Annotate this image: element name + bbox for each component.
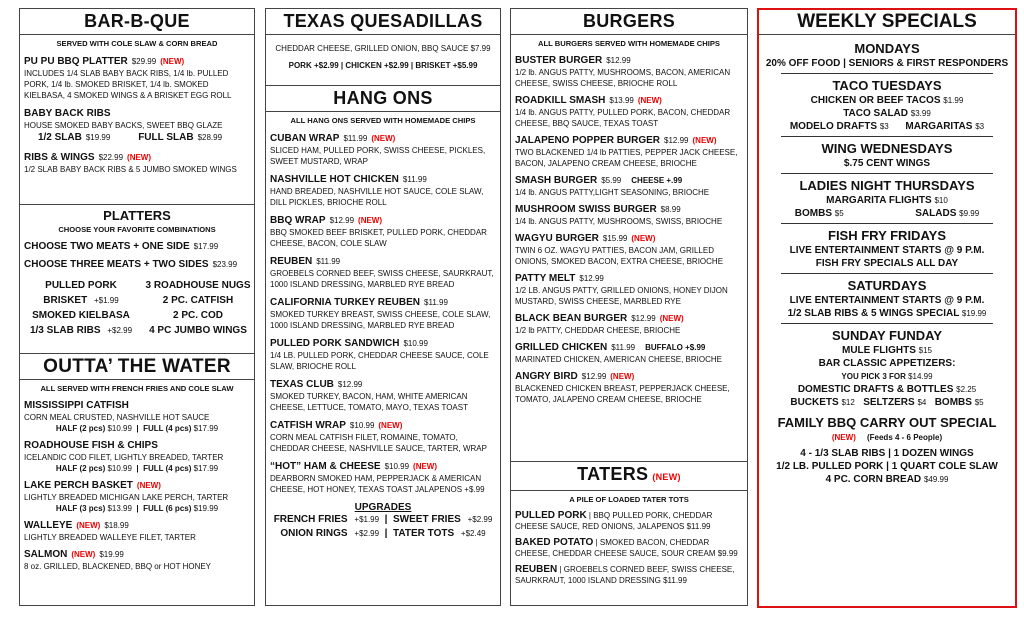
menu-item: CALIFORNIA TURKEY REUBEN $11.99 SMOKED TURKEY BREAST, SWISS CHEESE, COLE SLAW, 1000 ISLAND DRESSING, MARBLED RYE BREAD — [270, 297, 491, 330]
menu-item: PULLED PORK | BBQ PULLED PORK, CHEDDAR CHEESE SAUCE, RED ONIONS, JALAPENOS $11.99 — [515, 510, 713, 531]
menu-item: BABY BACK RIBS HOUSE SMOKED BABY BACKS, SWEET BBQ GLAZE 1/2 SLAB $19.99 FULL SLAB $28.99 — [24, 108, 223, 143]
menu-item: PULLED PORK SANDWICH $10.99 1/4 LB. PULLED PORK, CHEDDAR CHEESE SAUCE, COLE SLAW, BRIOCHE ROLL — [270, 338, 489, 371]
water-subtitle: ALL SERVED WITH FRENCH FRIES AND COLE SLAW — [40, 384, 234, 393]
menu-item: REUBEN | GROEBELS CORNED BEEF, SWISS CHEESE, SAURKRAUT, 1000 ISLAND DRESSING $11.99 — [515, 564, 735, 585]
upgrades-title: UPGRADES — [354, 502, 412, 513]
taters-list — [511, 510, 747, 586]
hangons-list — [266, 132, 500, 495]
menu-item: GRILLED CHICKEN $11.99 BUFFALO +$.99 MARINATED CHICKEN, AMERICAN CHEESE, BRIOCHE — [515, 342, 722, 364]
taters-title: TATERS — [577, 464, 649, 484]
burgers-title: BURGERS — [511, 9, 747, 35]
burgers-section — [510, 8, 748, 462]
burgers-list — [511, 54, 747, 405]
menu-item: RIBS & WINGS $22.99 (NEW) 1/2 SLAB BABY BACK RIBS & 5 JUMBO SMOKED WINGS — [24, 152, 237, 174]
quesadilla-title: TEXAS QUESADILLAS — [266, 9, 500, 35]
menu-item: WALLEYE (NEW) $18.99 LIGHTLY BREADED WALLEYE FILET, TARTER — [24, 520, 196, 542]
menu-item: REUBEN $11.99 GROEBELS CORNED BEEF, SWISS CHEESE, SAURKRAUT, 1000 ISLAND DRESSING, MARBLED RYE BREAD — [270, 256, 494, 289]
bbq-subtitle: SERVED WITH COLE SLAW & CORN BREAD — [56, 39, 218, 48]
column-bbq — [19, 8, 255, 606]
menu-item: TEXAS CLUB $12.99 SMOKED TURKEY, BACON, HAM, WHITE AMERICAN CHEESE, LETTUCE, TOMATO, MAYO, TEXAS TOAST — [270, 379, 468, 412]
menu-item: BLACK BEAN BURGER $12.99 (NEW) 1/2 lb PATTY, CHEDDAR CHEESE, BRIOCHE — [515, 313, 684, 335]
menu-item: NASHVILLE HOT CHICKEN $11.99 HAND BREADED, NASHVILLE HOT SAUCE, COLE SLAW, DILL PICKLES, BRIOCHE ROLL — [270, 174, 484, 207]
menu-item: BBQ WRAP $12.99 (NEW) BBQ SMOKED BEEF BRISKET, PULLED PORK, CHEDDAR CHEESE, BACON, COLE SLAW — [270, 215, 487, 248]
menu-item: MUSHROOM SWISS BURGER $8.99 1/4 lb. ANGUS PATTY, MUSHROOMS, SWISS, BRIOCHE — [515, 204, 723, 226]
burgers-subtitle: ALL BURGERS SERVED WITH HOMEMADE CHIPS — [538, 39, 720, 48]
menu-item: CUBAN WRAP $11.99 (NEW) SLICED HAM, PULLED PORK, SWISS CHEESE, PICKLES, SWEET MUSTARD, WRAP — [270, 133, 486, 166]
menu-item: “HOT” HAM & CHEESE $10.99 (NEW) DEARBORN SMOKED HAM, PEPPERJACK & AMERICAN CHEESE, HOT HONEY, TEXAS TOAST JALAPENOS +$.99 — [270, 461, 485, 494]
hangons-title: HANG ONS — [266, 86, 500, 112]
bbq-title: BAR-B-QUE — [20, 9, 254, 35]
menu-item: MISSISSIPPI CATFISH CORN MEAL CRUSTED, NASHVILLE HOT SAUCE HALF (2 pcs) $10.99 | FULL (4 pcs) $17.99 — [24, 400, 219, 433]
menu-item: LAKE PERCH BASKET (NEW) LIGHTLY BREADED MICHIGAN LAKE PERCH, TARTER HALF (3 pcs) $13.99 | FULL (6 pcs) $19.99 — [24, 480, 229, 513]
menu-item: SMASH BURGER $5.99 CHEESE +.99 1/4 lb. ANGUS PATTY,LIGHT SEASONING, BRIOCHE — [515, 175, 710, 197]
quesadilla-section: TEXAS QUESADILLAS CHEDDAR CHEESE, GRILLED ONION, BBQ SAUCE $7.99 PORK +$2.99 | CHICKEN +$2.99 | BRISKET +$5.99 — [265, 8, 501, 86]
menu-item: PU PU BBQ PLATTER $29.99 (NEW) INCLUDES 1/4 SLAB BABY BACK RIBS, 1/4 lb. PULLED PORK, 1/4 lb. SMOKED BRISKET, 1/4 lb. SMOKED KIELBASA, 4 SMOKED WINGS & A BRISKET EGG ROLL — [24, 56, 232, 100]
menu-item: ROADHOUSE FISH & CHIPS ICELANDIC COD FILET, LIGHTLY BREADED, TARTER HALF (2 pcs) $10.99 | FULL (4 pcs) $17.99 — [24, 440, 224, 473]
menu-item: PATTY MELT $12.99 1/2 LB. ANGUS PATTY, GRILLED ONIONS, HONEY DIJON MUSTARD, SWISS CHEESE, MARBLED RYE — [515, 273, 728, 306]
hangons-section: HANG ONS ALL HANG ONS SERVED WITH HOMEMADE CHIPS CUBAN WRAP $11.99 (NEW) SLICED HAM, PULLED PORK, SWISS CHEESE, PICKLES, SWEET MUSTARD, WRAP NASHVILLE HOT CHICKEN $11.99 HAND BREADED, NASHVILLE HOT SAUCE, COLE SLAW, DILL PICKLES, BRIOCHE ROLL BBQ WRAP $12.99 (NEW) BBQ SMOKED BEEF BRISKET, PULLED PORK, CHEDDAR CHEESE, BACON, COLE SLAW REUBEN $11.99 GROEBELS CORNED BEEF, SWISS CHEESE, SAURKRAUT, 1000 ISLAND DRESSING, MARBLED RYE BREAD CALIFORNIA TURKEY REUBEN $11.99 SMOKED TURKEY BREAST, SWISS CHEESE, COLE SLAW, 1000 ISLAND DRESSING, MARBLED RYE BREAD PULLED PORK SANDWICH $10.99 1/4 LB. PULLED PORK, CHEDDAR CHEESE SAUCE, COLE SLAW, BRIOCHE ROLL TEXAS CLUB $12.99 SMOKED TURKEY, BACON, HAM, WHITE AMERICAN CHEESE, LETTUCE, TOMATO, MAYO, TEXAS TOAST CATFISH WRAP $10.99 (NEW) CORN MEAL CATFISH FILET, ROMAINE, TOMATO, CHEDDAR CHEESE, NASHVILLE SAUCE, TARTER, WRAP “HOT” HAM & CHEESE $10.99 (NEW) DEARBORN SMOKED HAM, PEPPERJACK & AMERICAN CHEESE, HOT HONEY, TEXAS TOAST JALAPENOS +$.99 UPGRADES FRENCH FRIES +$1.99 | SWEET FRIES +$2.99 ONION RINGS +$2.99 | TATER TOTS +$2.49 — [265, 86, 501, 606]
menu-item: ANGRY BIRD $12.99 (NEW) BLACKENED CHICKEN BREAST, PEPPERJACK CHEESE, TOMATO, JALAPENO CREAM CHEESE, BRIOCHE — [515, 371, 730, 404]
hangons-subtitle: ALL HANG ONS SERVED WITH HOMEMADE CHIPS — [290, 116, 476, 125]
menu-item: ROADKILL SMASH $13.99 (NEW) 1/4 lb. ANGUS PATTY, PULLED PORK, BACON, CHEDDAR CHEESE, BBQ SAUCE, TEXAS TOAST — [515, 95, 731, 128]
platters-section: PLATTERS CHOOSE YOUR FAVORITE COMBINATIONS CHOOSE TWO MEATS + ONE SIDE $17.99 CHOOSE THREE MEATS + TWO SIDES $23.99 PULLED PORK 3 ROADHOUSE NUGS BRISKET +$1.99 2 PC. CATFISH SMOKED KIELBASA 2 PC. COD 1/3 SLAB RIBS +$2.99 4 PC JUMBO WINGS — [19, 205, 255, 354]
platters-meats: PULLED PORK 3 ROADHOUSE NUGS BRISKET +$1.99 2 PC. CATFISH SMOKED KIELBASA 2 PC. COD 1/3 SLAB RIBS +$2.99 4 PC JUMBO WINGS — [29, 280, 251, 336]
water-section — [19, 354, 255, 606]
bbq-section — [19, 8, 255, 205]
column-hangons — [265, 8, 501, 606]
platters-subtitle: CHOOSE YOUR FAVORITE COMBINATIONS — [58, 225, 216, 234]
menu-item: BUSTER BURGER $12.99 1/2 lb. ANGUS PATTY, MUSHROOMS, BACON, AMERICAN CHEESE, SWISS CHEESE, BRIOCHE ROLL — [515, 55, 731, 88]
platters-title: PLATTERS — [103, 208, 171, 223]
specials-title: WEEKLY SPECIALS — [759, 10, 1015, 35]
menu-item: WAGYU BURGER $15.99 (NEW) TWIN 6 OZ. WAGYU PATTIES, BACON JAM, GRILLED ONIONS, SMOKED BACON, EXTRA CHEESE, BRIOCHE — [515, 233, 724, 266]
specials-section: WEEKLY SPECIALS MONDAYS 20% OFF FOOD | SENIORS & FIRST RESPONDERS TACO TUESDAYS CHICKEN OR BEEF TACOS $1.99 TACO SALAD $3.99 MODELO DRAFTS $3 MARGARITAS $3 WING WEDNESDAYS $.75 CENT WINGS LADIES NIGHT THURSDAYS MARGARITA FLIGHTS $10 BOMBS $5 SALADS $9.99 FISH FRY FRIDAYS LIVE ENTERTAINMENT STARTS @ 9 P.M. FISH FRY SPECIALS ALL DAY SATURDAYS LIVE ENTERTAINMENT STARTS @ 9 P.M. 1/2 SLAB RIBS & 5 WINGS SPECIAL $19.99 SUNDAY FUNDAY MULE FLIGHTS $15 BAR CLASSIC APPETIZERS: YOU PICK 3 FOR $14.99 DOMESTIC DRAFTS & BOTTLES $2.25 BUCKETS $12 SELTZERS $4 BOMBS $5 FAMILY BBQ CARRY OUT SPECIAL (NEW) (Feeds 4 - 6 People) 4 - 1/3 SLAB RIBS | 1 DOZEN WINGS 1/2 LB. PULLED PORK | 1 QUART COLE SLAW 4 PC. CORN BREAD $49.99 — [757, 8, 1017, 608]
taters-section: TATERS (NEW) A PILE OF LOADED TATER TOTS PULLED PORK | BBQ PULLED PORK, CHEDDAR CHEESE SAUCE, RED ONIONS, JALAPENOS $11.99 BAKED POTATO | SMOKED BACON, CHEDDAR CHEESE, CHEDDAR CHEESE SAUCE, SOUR CREAM $9.99 REUBEN | GROEBELS CORNED BEEF, SWISS CHEESE, SAURKRAUT, 1000 ISLAND DRESSING $11.99 — [510, 462, 748, 606]
menu-item: CATFISH WRAP $10.99 (NEW) CORN MEAL CATFISH FILET, ROMAINE, TOMATO, CHEDDAR CHEESE, NASHVILLE SAUCE, TARTER, WRAP — [270, 420, 487, 453]
menu-item: SALMON (NEW) $19.99 8 oz. GRILLED, BLACKENED, BBQ or HOT HONEY — [24, 549, 212, 571]
column-burgers — [510, 8, 748, 606]
water-title: OUTTA’ THE WATER — [20, 354, 254, 380]
menu-item: BAKED POTATO | SMOKED BACON, CHEDDAR CHEESE, CHEDDAR CHEESE SAUCE, SOUR CREAM $9.99 — [515, 537, 738, 558]
menu-item: JALAPENO POPPER BURGER $12.99 (NEW) TWO BLACKENED 1/4 lb PATTIES, PEPPER JACK CHEESE, BACON, JALAPENO CREAM CHEESE, BRIOCHE — [515, 135, 738, 168]
taters-subtitle: A PILE OF LOADED TATER TOTS — [569, 495, 689, 504]
